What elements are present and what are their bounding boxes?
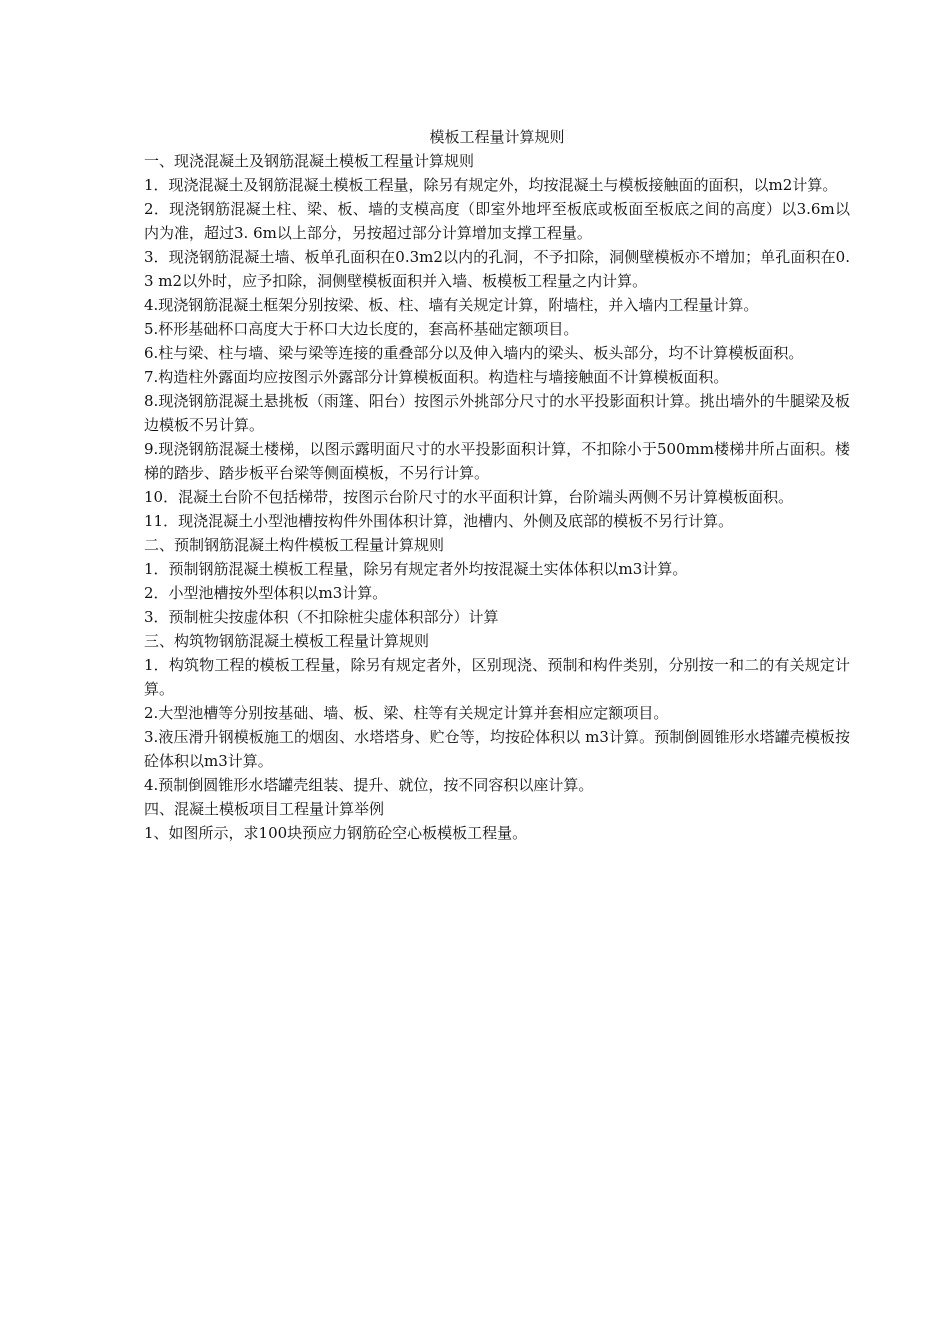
- paragraph: 2.大型池槽等分别按基础、墙、板、梁、柱等有关规定计算并套相应定额项目。: [144, 704, 669, 722]
- paragraph: 5.杯形基础杯口高度大于杯口大边长度的，套高杯基础定额项目。: [144, 320, 579, 338]
- document-body: [144, 125, 850, 845]
- paragraph: 7.构造柱外露面均应按图示外露部分计算模板面积。构造柱与墙接触面不计算模板面积。: [144, 368, 729, 386]
- paragraph: 1、如图所示，求100块预应力钢筋砼空心板模板工程量。: [144, 824, 528, 842]
- paragraph: 2．小型池槽按外型体积以m3计算。: [144, 584, 388, 602]
- paragraph: 1．现浇混凝土及钢筋混凝土模板工程量，除另有规定外，均按混凝土与模板接触面的面积，以m2计算。: [144, 176, 838, 194]
- paragraph: 10．混凝土台阶不包括梯带，按图示台阶尺寸的水平面积计算，台阶端头两侧不另计算模板面积。: [144, 488, 794, 506]
- paragraph: 1．构筑物工程的模板工程量，除另有规定者外，区别现浇、预制和构件类别，分别按一和二的有关规定计算。: [144, 656, 850, 698]
- section-heading-4: 四、混凝土模板项目工程量计算举例: [144, 800, 385, 818]
- paragraph: 2．现浇钢筋混凝土柱、梁、板、墙的支模高度（即室外地坪至板底或板面至板底之间的高度）以3.6m以内为准，超过3. 6m以上部分，另按超过部分计算增加支撑工程量。: [144, 200, 850, 242]
- paragraph: 4.预制倒圆锥形水塔罐壳组装、提升、就位，按不同容积以座计算。: [144, 776, 594, 794]
- paragraph: 6.柱与梁、柱与墙、梁与梁等连接的重叠部分以及伸入墙内的梁头、板头部分，均不计算模板面积。: [144, 344, 804, 362]
- paragraph: 3.液压滑升钢模板施工的烟囱、水塔塔身、贮仓等，均按砼体积以 m3计算。预制倒圆锥形水塔罐壳模板按砼体积以m3计算。: [144, 728, 850, 770]
- paragraph: 11．现浇混凝土小型池槽按构件外围体积计算，池槽内、外侧及底部的模板不另行计算。: [144, 512, 734, 530]
- paragraph: 8.现浇钢筋混凝土悬挑板（雨篷、阳台）按图示外挑部分尺寸的水平投影面积计算。挑出墙外的牛腿梁及板边模板不另计算。: [144, 392, 850, 434]
- document-title: 模板工程量计算规则: [429, 128, 565, 146]
- section-heading-2: 二、预制钢筋混凝土构件模板工程量计算规则: [144, 536, 445, 554]
- paragraph: 3．预制桩尖按虚体积（不扣除桩尖虚体积部分）计算: [144, 608, 499, 626]
- section-heading-3: 三、构筑物钢筋混凝土模板工程量计算规则: [144, 632, 430, 650]
- paragraph: 4.现浇钢筋混凝土框架分别按梁、板、柱、墙有关规定计算，附墙柱，并入墙内工程量计算。: [144, 296, 759, 314]
- paragraph: 1．预制钢筋混凝土模板工程量，除另有规定者外均按混凝土实体体积以m3计算。: [144, 560, 688, 578]
- section-heading-1: 一、现浇混凝土及钢筋混凝土模板工程量计算规则: [144, 152, 475, 170]
- paragraph: 3．现浇钢筋混凝土墙、板单孔面积在0.3m2以内的孔洞，不予扣除，洞侧壁模板亦不增加；单孔面积在0.3 m2以外时，应予扣除，洞侧壁模板面积并入墙、板模板工程量之内计算。: [144, 248, 850, 290]
- paragraph: 9.现浇钢筋混凝土楼梯，以图示露明面尺寸的水平投影面积计算，不扣除小于500mm楼梯井所占面积。楼梯的踏步、踏步板平台梁等侧面模板，不另行计算。: [144, 440, 850, 482]
